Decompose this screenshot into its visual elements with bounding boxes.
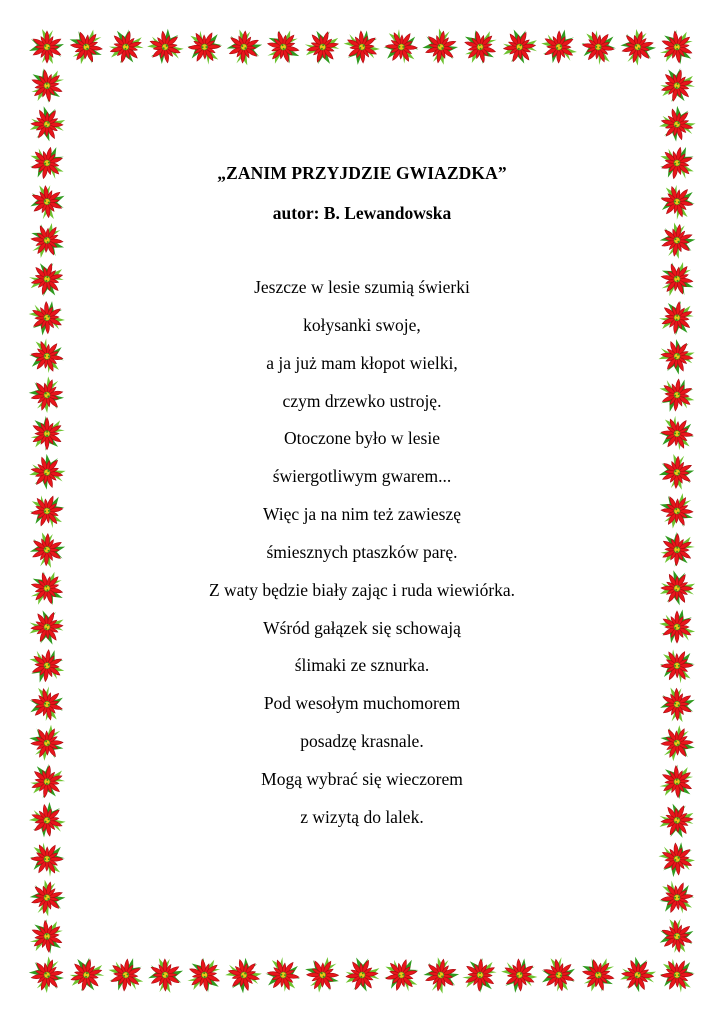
poinsettia-icon — [495, 952, 542, 999]
poinsettia-icon — [657, 337, 696, 376]
poinsettia-icon — [24, 333, 70, 379]
verse-line: śmiesznych ptaszków parę. — [266, 541, 458, 562]
poinsettia-icon — [23, 409, 71, 457]
poinsettia-icon — [23, 294, 70, 341]
poinsettia-icon — [653, 758, 702, 807]
poinsettia-icon — [573, 950, 622, 999]
verse-line: posadzę krasnale. — [300, 731, 424, 752]
poinsettia-icon — [657, 103, 699, 145]
poinsettia-icon — [22, 913, 71, 962]
poinsettia-icon — [660, 570, 696, 606]
poinsettia-icon — [654, 296, 700, 342]
poinsettia-icon — [222, 954, 265, 997]
verse-line: świergotliwym gwarem... — [272, 466, 452, 487]
poinsettia-icon — [181, 23, 229, 71]
poinsettia-icon — [536, 23, 584, 71]
poem-author: autor: B. Lewandowska — [272, 203, 452, 223]
verse-line: Pod wesołym muchomorem — [263, 693, 461, 714]
poinsettia-icon — [29, 106, 65, 142]
poinsettia-icon — [25, 683, 67, 725]
poinsettia-icon — [377, 950, 426, 999]
verse-line: Otoczone było w lesie — [284, 428, 440, 449]
poinsettia-icon — [420, 26, 461, 67]
poinsettia-icon — [23, 138, 72, 187]
border-left — [22, 60, 73, 961]
poinsettia-icon — [148, 958, 184, 994]
poinsettia-icon — [654, 720, 701, 767]
verse-line: Jeszcze w lesie szumią świerki — [254, 277, 470, 297]
verse-line: Mogą wybrać się wieczorem — [261, 768, 463, 789]
poinsettia-icon — [302, 27, 343, 68]
border-bottom — [24, 950, 702, 1001]
poinsettia-icon — [22, 641, 71, 690]
poinsettia-icon — [28, 183, 66, 221]
poinsettia-icon — [653, 486, 701, 534]
poinsettia-icon — [260, 952, 306, 998]
poinsettia-icon — [659, 687, 695, 723]
poinsettia-icon — [654, 642, 702, 690]
poinsettia-icon — [65, 953, 109, 997]
poinsettia-icon — [657, 221, 698, 262]
poinsettia-icon — [658, 802, 696, 840]
poinsettia-icon — [654, 525, 701, 572]
poinsettia-icon — [62, 22, 111, 71]
poinsettia-icon — [23, 719, 70, 766]
poem-verse — [80, 276, 644, 844]
poinsettia-icon — [225, 29, 263, 67]
poinsettia-icon — [656, 63, 699, 106]
poem-title: „ZANIM PRZYJDZIE GWIAZDKA” — [217, 163, 507, 183]
poinsettia-icon — [617, 26, 660, 69]
poinsettia-icon — [29, 532, 66, 569]
poinsettia-icon — [27, 878, 69, 920]
verse-line: Wśród gałązek się schowają — [263, 617, 461, 638]
poinsettia-icon — [25, 758, 70, 803]
poinsettia-icon — [29, 29, 64, 64]
poinsettia-icon — [28, 609, 66, 647]
poinsettia-icon — [23, 487, 72, 536]
verse-line: ślimaki ze sznurka. — [294, 655, 430, 676]
poinsettia-icon — [24, 372, 68, 416]
poinsettia-icon — [652, 873, 701, 922]
poinsettia-icon — [377, 23, 424, 70]
poinsettia-icon — [25, 258, 67, 300]
poinsettia-icon — [538, 954, 579, 995]
poinsettia-icon — [576, 24, 622, 70]
poinsettia-icon — [22, 564, 71, 613]
poinsettia-icon — [421, 955, 462, 996]
poinsettia-icon — [180, 951, 229, 1000]
poinsettia-icon — [24, 952, 69, 997]
verse-line: z wizytą do lalek. — [300, 806, 424, 827]
poinsettia-icon — [619, 956, 657, 994]
poinsettia-icon — [25, 798, 70, 843]
poinsettia-icon — [653, 836, 699, 882]
poinsettia-icon — [653, 138, 702, 187]
poinsettia-icon — [338, 24, 385, 71]
poinsettia-icon — [654, 603, 702, 651]
poinsettia-icon — [655, 180, 699, 224]
poinsettia-icon — [22, 60, 71, 109]
verse-line: a ja już mam kłopot wielki, — [266, 352, 458, 373]
poinsettia-icon — [23, 217, 72, 266]
poinsettia-icon — [652, 23, 701, 72]
verse-line: czym drzewko ustroję. — [282, 390, 442, 411]
poinsettia-icon — [653, 410, 700, 457]
poinsettia-icon — [657, 916, 697, 956]
poinsettia-icon — [259, 23, 308, 72]
poinsettia-icon — [654, 951, 702, 999]
verse-line: Więc ja na nim też zawieszę — [262, 504, 461, 525]
poinsettia-icon — [652, 255, 701, 304]
verse-line: Z waty będzie biały zając i ruda wiewiórka. — [208, 579, 516, 600]
verse-line: kołysanki swoje, — [303, 314, 421, 335]
poinsettia-icon — [27, 451, 68, 492]
poinsettia-icon — [652, 371, 701, 420]
poinsettia-icon — [455, 22, 504, 71]
poinsettia-icon — [143, 24, 188, 69]
border-right — [652, 63, 703, 955]
poinsettia-icon — [456, 952, 503, 999]
poinsettia-icon — [298, 950, 346, 998]
poinsettia-icon — [501, 27, 539, 65]
border-top — [29, 22, 701, 73]
poinsettia-icon — [658, 453, 695, 490]
poinsettia-icon — [102, 950, 151, 999]
poinsettia-icon — [104, 25, 147, 68]
poinsettia-icon — [24, 835, 72, 883]
poinsettia-icon — [343, 955, 381, 993]
